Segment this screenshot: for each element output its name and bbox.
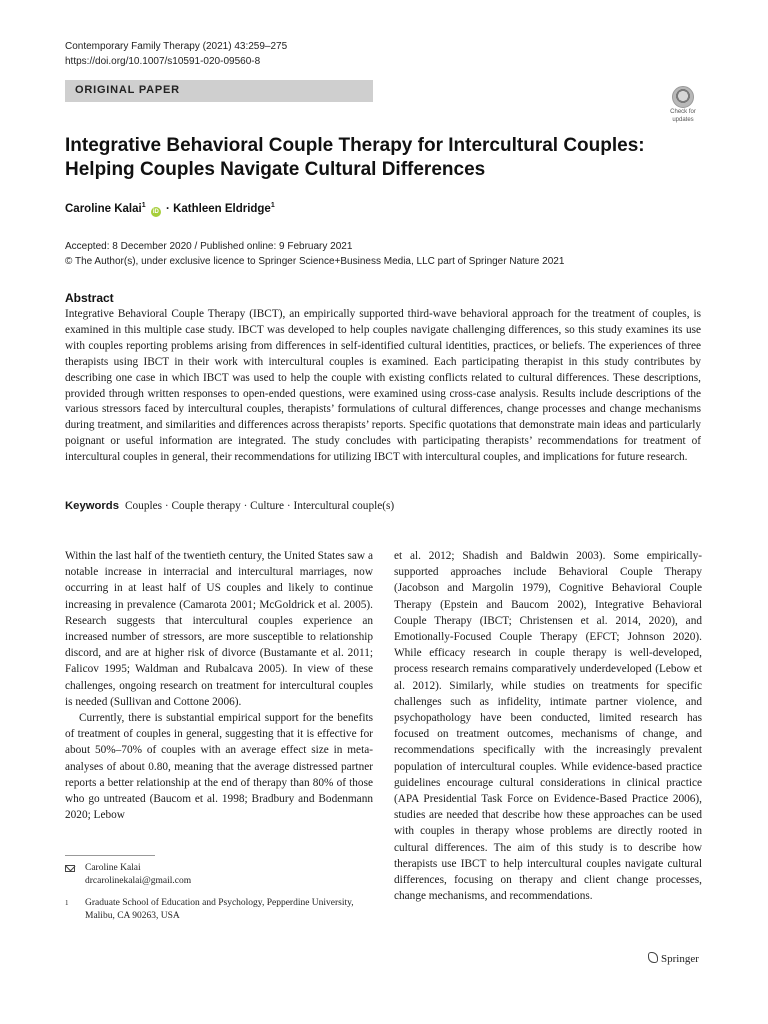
contact-email[interactable]: drcarolinekalai@gmail.com (85, 876, 192, 886)
keywords-line (65, 500, 394, 512)
affiliation-note (65, 897, 365, 923)
abstract-body: Integrative Behavioral Couple Therapy (IBCT), an empirically supported third-wave behavioral approach for the treatment of couples, is examined in this multiple case study. IBCT was developed to help couples navigate challenging differences, so this study examines its use with couples reporting problems arising from differences in self-identified cultural identities, practices, or beliefs. The experiences of three therapists using IBCT in their work with intercultural couples is examined. Each participating therapist in this study contributes by describing one case in which IBCT was used to help the couple with existing conflicts related to cultural differences. These descriptions, provided through written responses to open-ended questions, were examined using cross-case analysis. Results include descriptions of the various stressors faced by intercultural couples, therapists’ formulations of cultural differences, change processes and change mechanisms during treatment, and similarities and differences across therapists’ reports. Specific quotations that demonstrate main ideas and particularly poignant or useful information are integrated. The study concludes with participating therapists’ recommendations for treatment of intercultural couples in general, their recommendations for utilizing IBCT with intercultural couples, and implications for future research. (65, 308, 701, 464)
publication-dates: Accepted: 8 December 2020 / Published online: 9 February 2021 (65, 241, 353, 252)
corresponding-author (65, 862, 365, 888)
author-separator: · (166, 202, 170, 215)
springer-horse-icon (648, 952, 658, 963)
affiliation-marker: 1 (270, 202, 275, 209)
abstract-heading: Abstract (65, 291, 114, 305)
author-list (65, 202, 275, 217)
copyright-notice: © The Author(s), under exclusive licence to Springer Science+Business Media, LLC part of Springer Nature 2021 (65, 256, 565, 267)
author-name[interactable]: Kathleen Eldridge (173, 202, 271, 215)
keywords-list: Couples · Couple therapy · Culture · Intercultural couple(s) (125, 500, 395, 512)
check-for-updates-badge[interactable] (665, 86, 701, 124)
author-name[interactable]: Caroline Kalai (65, 202, 142, 215)
body-column-right (394, 548, 702, 904)
check-for-updates-icon (672, 86, 694, 108)
body-column-left (65, 548, 373, 823)
envelope-icon (65, 865, 75, 872)
footnote-divider (65, 855, 155, 856)
body-paragraph: et al. 2012; Shadish and Baldwin 2003). Some empirically-supported approaches include Behavioral Couple Therapy (Jacobson and Margolin 1979), Cognitive Behavioral Couple Therapy (Epstein and Baucom 2002), Integrative Behavioral Couple Therapy (IBCT; Christensen et al. 2014, 2020), and Emotionally-Focused Couple Therapy (EFCT; Johnson 2020). While efficacy research in couple therapy is well-developed, process research remains comparatively underdeveloped (Lebow et al. 2012). Similarly, while studies on treatments for specific challenges such as infidelity, intimate partner violence, and psychopathology have been conducted, limited research has focused on treatment outcomes, mechanisms of change, and recommendations specifically with the increasingly prevalent population of intercultural couples. While evidence-based practice guidelines encourage cultural considerations in clinical practice (APA Presidential Task Force on Evidence-Based Practice 2006), studies are needed that describe how these approaches can be used with couples in therapy whose problems are directly rooted in cultural differences. The aim of this study is to describe how therapists use IBCT to help intercultural couples navigate cultural differences, focusing on therapy and client change processes, change mechanisms, and recommendations. (394, 550, 702, 903)
keywords-label: Keywords (65, 500, 119, 512)
doi-link[interactable]: https://doi.org/10.1007/s10591-020-09560-8 (65, 56, 261, 67)
category-label: ORIGINAL PAPER (75, 84, 180, 96)
affiliation-marker: 1 (141, 202, 146, 209)
badge-text-line1: Check for (670, 109, 696, 115)
journal-citation: Contemporary Family Therapy (2021) 43:259–275 (65, 41, 288, 52)
badge-text-line2: updates (672, 117, 694, 123)
body-paragraph: Currently, there is substantial empirical support for the benefits of treatment of couples in general, suggesting that it is effective for about 50%–70% of couples with an average effect size in meta-analyses of about 0.80, meaning that the average distressed partner reports a better relationship at the end of therapy than 80% of those who go untreated (Baucom et al. 1998; Bradbury and Bodenmann 2020; Lebow (65, 712, 373, 822)
orcid-icon[interactable]: iD (152, 208, 159, 215)
affiliation-text: Graduate School of Education and Psychology, Pepperdine University, Malibu, CA 90263, USA (85, 898, 354, 921)
category-banner (65, 80, 373, 102)
footnotes (65, 862, 365, 923)
contact-name: Caroline Kalai (85, 863, 141, 873)
title-line-1: Integrative Behavioral Couple Therapy for Intercultural Couples: (65, 135, 645, 156)
publisher-logo (648, 952, 699, 965)
title-line-2: Helping Couples Navigate Cultural Differences (65, 159, 486, 180)
article-title (65, 134, 685, 182)
publisher-name: Springer (661, 953, 699, 965)
body-paragraph: Within the last half of the twentieth century, the United States saw a notable increase in interracial and intercultural marriages, now occurring in at least half of US couples and likely to continue increasing in prevalence (Camarota 2001; McGoldrick et al. 2005). Research suggests that intercultural couples experience an increased number of stressors, are more susceptible to relationship discord, and are at higher risk of divorce (Bustamante et al. 2011; Falicov 1995; Waldman and Rubalcava 2005). In view of these challenges, ongoing research on treatment for intercultural couples is needed (Sullivan and Cottone 2006). (65, 550, 373, 708)
affiliation-number: 1 (65, 899, 69, 907)
